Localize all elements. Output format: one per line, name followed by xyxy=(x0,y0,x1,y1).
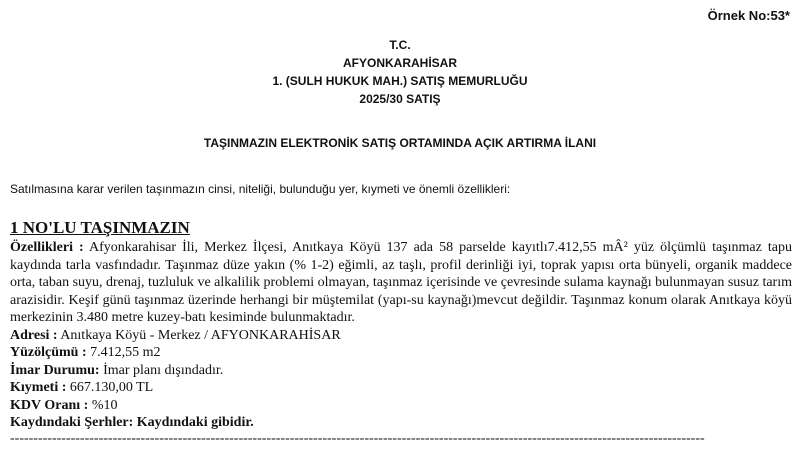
heading-line-city: AFYONKARAHİSAR xyxy=(343,56,457,70)
property-area xyxy=(10,344,792,362)
heading-line-office: 1. (SULH HUKUK MAH.) SATIŞ MEMURLUĞU xyxy=(272,74,528,88)
features-text: Afyonkarahisar İli, Merkez İlçesi, Anıtkaya Köyü 137 ada 58 parselde kayıtlı7.412,55 mÂ² yüz ölçümlü taşınmaz tapu kaydında tarla vasfındadır. Taşınmaz düze yakın (% 1-2) eğimli, az taşlı, profil derinliği iyi, toprak yapısı orta bünyeli, organik maddece orta, taban suyu, drenaj, tuzluluk ve alkalilik problemi olmayan, taşınmaz içerisinde ve çevresinde sulama kaynağı bulunmayan susuz tarım arazisidir. Keşif günü taşınmaz üzerinde herhangi bir müştemilat (yapı-su kaynağı)mevcut değildir. Taşınmaz konum olarak Anıtkaya köyü merkezinin 3.480 metre kuzey-batı kesiminde bulunmaktadır. xyxy=(10,240,792,325)
heading-line-tc: T.C. xyxy=(389,38,411,52)
property-vat xyxy=(10,397,792,415)
property-zoning xyxy=(10,362,792,380)
vat-label: KDV Oranı : xyxy=(10,397,89,413)
vat-value: %10 xyxy=(88,397,118,413)
value-label: Kıymeti : xyxy=(10,380,67,395)
announcement-title: TAŞINMAZIN ELEKTRONİK SATIŞ ORTAMINDA AÇIK ARTIRMA İLANI xyxy=(203,136,597,150)
property-title: 1 NO'LU TAŞINMAZIN xyxy=(10,218,190,237)
property-annotations: Kaydındaki Şerhler: Kaydındaki gibidir. xyxy=(10,415,254,430)
property-address xyxy=(10,327,792,345)
property-features xyxy=(10,239,792,327)
heading-line-case: 2025/30 SATIŞ xyxy=(359,92,441,106)
property-section xyxy=(10,218,792,446)
area-value: 7.412,55 m2 xyxy=(86,345,161,360)
issuing-authority-heading xyxy=(0,36,800,108)
property-value xyxy=(10,379,792,397)
value-amount: 667.130,00 TL xyxy=(66,380,154,395)
area-label: Yüzölçümü : xyxy=(10,345,87,360)
address-value: Anıtkaya Köyü - Merkez / AFYONKARAHİSAR xyxy=(57,327,341,343)
address-label: Adresi : xyxy=(10,327,58,343)
document-reference-number: Örnek No:53* xyxy=(707,8,790,23)
zoning-value: İmar planı dışındadır. xyxy=(99,362,224,378)
zoning-label: İmar Durumu: xyxy=(10,362,100,378)
intro-text: Satılmasına karar verilen taşınmazın cinsi, niteliği, bulunduğu yer, kıymeti ve önemli özellikleri: xyxy=(10,182,511,196)
features-label: Özellikleri : xyxy=(10,240,84,255)
section-separator: ----------------------------------------------------------------------------------------------------------------------------------------------------- xyxy=(10,430,705,446)
